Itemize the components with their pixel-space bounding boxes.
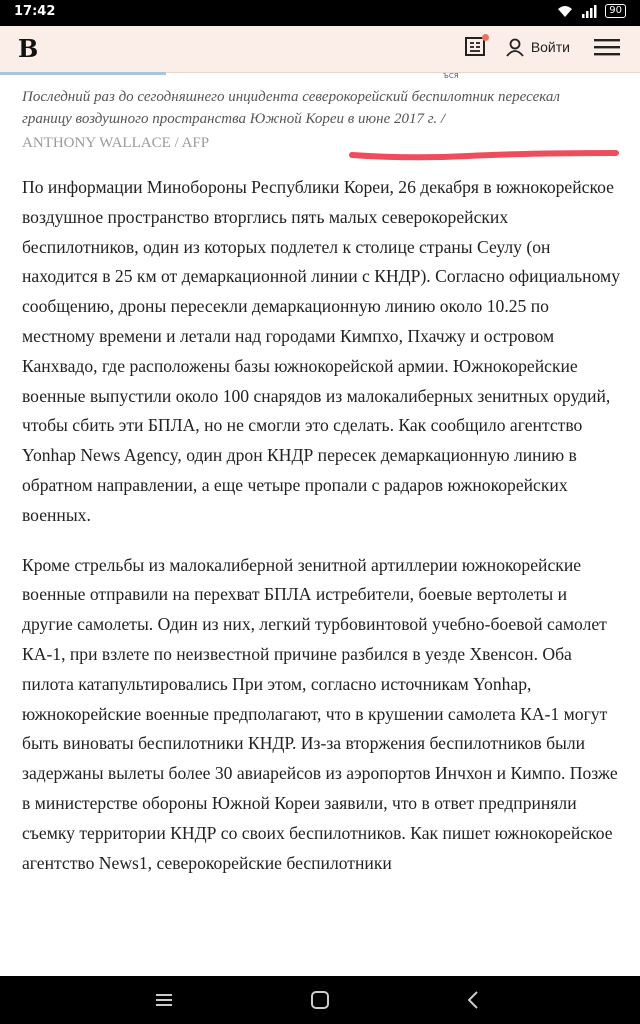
nav-home-button[interactable] [308, 988, 332, 1012]
login-label: Войти [530, 39, 570, 55]
notification-dot [482, 34, 489, 41]
status-bar [0, 0, 640, 26]
photo-remnant-text: ЪСЯ [443, 72, 459, 80]
nav-menu-button[interactable] [152, 988, 176, 1012]
login-button[interactable] [505, 37, 570, 57]
nav-home-icon [308, 988, 332, 1012]
battery-indicator: 90 [605, 4, 626, 18]
menu-button[interactable] [594, 36, 620, 58]
status-time: 17:42 [14, 4, 56, 19]
nav-back-icon [462, 988, 486, 1012]
site-logo[interactable]: B [18, 34, 39, 63]
hamburger-menu-icon [594, 36, 620, 58]
nav-back-button[interactable] [462, 988, 486, 1012]
status-icons [557, 4, 626, 18]
wifi-icon [557, 5, 573, 18]
photo-credit: ANTHONY WALLACE / AFP [22, 135, 210, 151]
nav-menu-icon [152, 988, 176, 1012]
article-body [22, 173, 622, 898]
header-actions [463, 34, 620, 60]
photo-edge [0, 72, 166, 75]
red-underline-mark [348, 145, 620, 163]
photo-caption: Последний раз до сегодняшнего инцидента северокорейский беспилотник пересекал границу воздушного пространства Южной Кореи в июне 2017 г. / [22, 89, 560, 127]
system-navigation-bar [0, 976, 640, 1024]
article-paragraph: По информации Минобороны Республики Кореи, 26 декабря в южнокорейское воздушное пространство вторглись пять малых северокорейских беспилотников, один из которых подлетел к столице страны Сеулу (он находится в 25 км от демаркационной линии с КНДР). Согласно официальному сообщению, дроны пересекли демаркационную линию около 10.25 по местному времени и летали над городами Кимпхо, Пхачжу и островом Канхвадо, где расположены базы южнокорейской армии. Южнокорейские военные выпустили около 100 снарядов из малокалиберных зенитных орудий, чтобы сбить эти БПЛА, но не смогли это сделать. Как сообщило агентство Yonhap News Agency, один дрон КНДР пересек демаркационную линию в обратном направлении, а еще четыре пропали с радаров южнокорейских военных. [22, 177, 620, 525]
signal-icon [581, 5, 597, 18]
article-paragraph: Кроме стрельбы из малокалиберной зенитной артиллерии южнокорейские военные отправили на перехват БПЛА истребители, боевые вертолеты и другие самолеты. Один из них, легкий турбовинтовой учебно-боевой самолет КА-1, при взлете по неизвестной причине разбился в уезде Хвенсон. Оба пилота катапультировались При этом, согласно источникам Yonhap, южнокорейские военные предполагают, что в крушении самолета КА-1 могут быть виноваты беспилотники КНДР. Из-за вторжения беспилотников были задержаны вылеты более 30 авиарейсов из аэропортов Инчхон и Кимпо. Позже в министерстве обороны Южной Кореи заявили, что в ответ предприняли съемку территории КНДР со своих беспилотников. Как пишет южнокорейское агентство News1, северокорейские беспилотники [22, 554, 618, 873]
user-icon [505, 37, 525, 57]
news-feed-button[interactable] [463, 34, 489, 60]
app-header [0, 26, 640, 73]
